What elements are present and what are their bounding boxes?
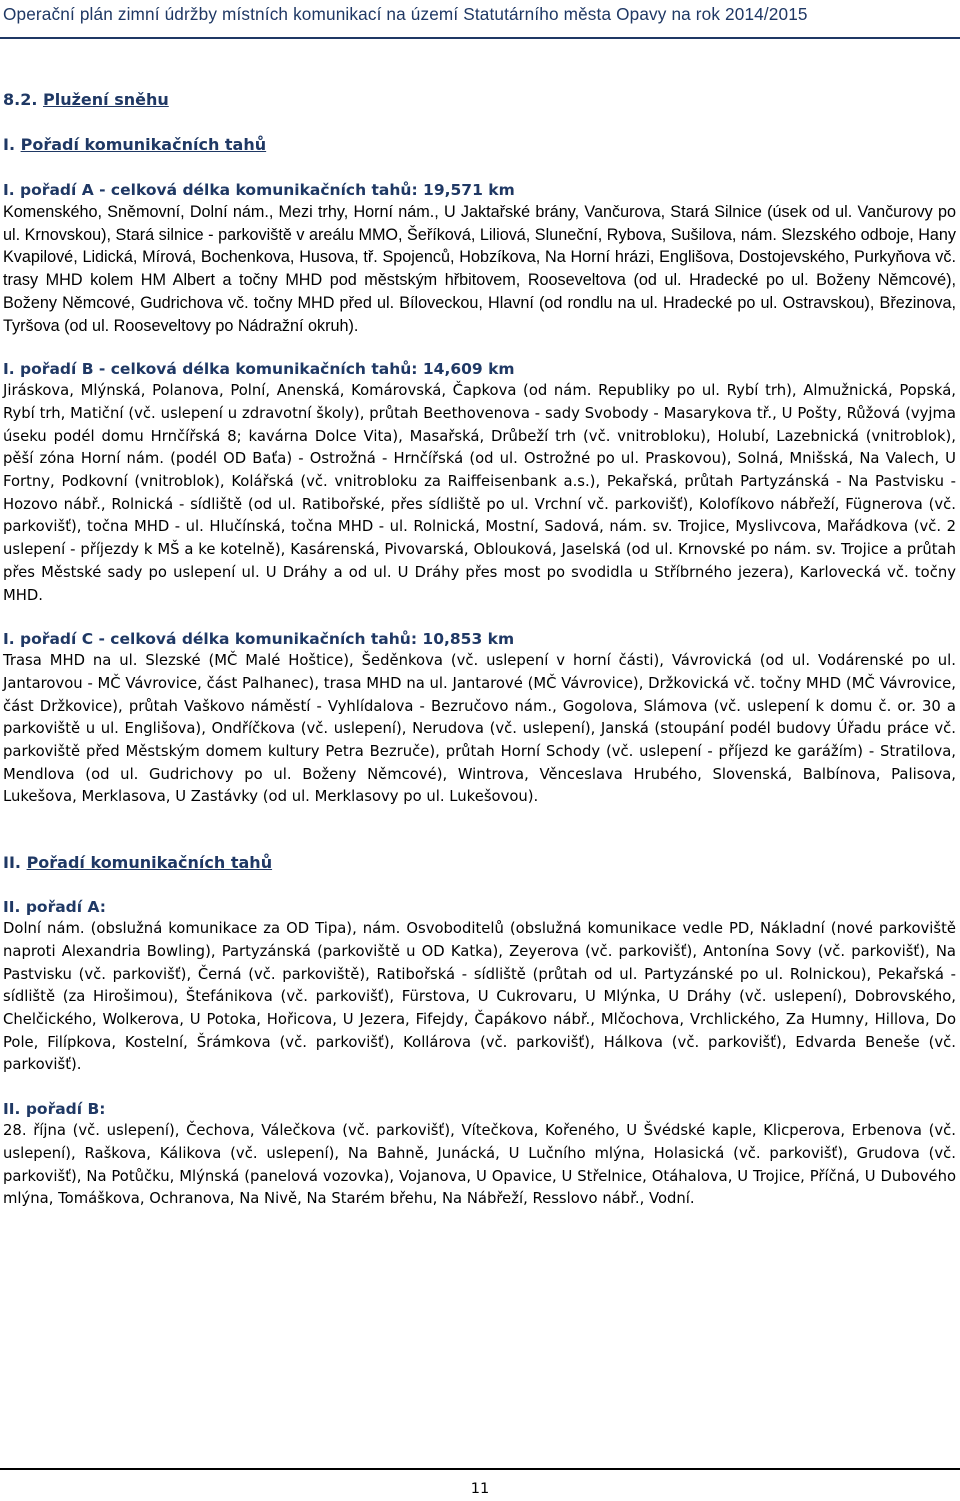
order-heading: I. pořadí A - celková délka komunikačních tahů: 19,571 km	[3, 181, 515, 199]
section-heading	[3, 88, 956, 112]
part-1-heading	[3, 133, 956, 157]
part-1-roman: I.	[3, 135, 16, 154]
part-2-title: Pořadí komunikačních tahů	[26, 853, 273, 873]
page-header	[0, 0, 960, 42]
order-heading: I. pořadí B - celková délka komunikačních tahů: 14,609 km	[3, 360, 515, 379]
order-heading: II. pořadí A:	[3, 898, 106, 917]
part-2-roman: II.	[3, 853, 21, 873]
header-divider	[0, 37, 960, 39]
order-text: Jiráskova, Mlýnská, Polanova, Polní, Anenská, Komárovská, Čapkova (od nám. Republiky po ul. Rybí trh), Almužnická, Popská, Rybí trh, Matiční (vč. uslepení u zdravotní školy), průtah Beethovenova - sady Svobody - Masarykova tř., U Pošty, Růžová (vyjma úseku podél domu Hrnčířská 8; kavárna Dolce Vita), Masařská, Drůbeží trh (vč. vnitrobloku), Holubí, Lazebnická (vnitroblok), pěší zóna Horní nám. (podél OD Baťa) - Ostrožná - Hrnčířská (od ul. Ostrožné po ul. Praskovou), Solná, Mnišská, Na Valech, U Fortny, Podkovní (vnitroblok), Kolářská (vč. vnitrobloku za Raiffeisenbank a.s.), Pekařská, průtah Partyzánská - Na Pastvisku - Hozovo nábř., Rolnická - sídliště (od ul. Ratibořské, přes sídliště po ul. Vrchní vč. parkovišť), Kolofíkovo nábřeží, Fügnerova (vč. parkovišť), točna MHD - ul. Hlučínská, točna MHD - ul. Rolnická, Mostní, Sadová, nám. sv. Trojice, Myslivcova, Mařádkova (vč. 2 uslepení - příjezdy k MŠ a ke kotelně), Kasárenská, Pivovarská, Oblouková, Jaselská (od ul. Krnovské po nám. sv. Trojice a průtah přes Městské sady po uslepení ul. U Dráhy a od ul. U Dráhy přes most po svodidla u Stříbrného jezera), Karlovecká vč. točny MHD.	[3, 382, 956, 604]
order-text: 28. října (vč. uslepení), Čechova, Válečkova (vč. parkovišť), Vítečkova, Kořeného, U Švédské kaple, Klicperova, Erbenova (vč. uslepení), Raškova, Kálikova (vč. uslepení), Na Bahně, Junácká, U Lučního mlýna, Holasická (vč. parkovišť), Grudova (vč. parkovišť), Na Potůčku, Mlýnská (panelová vozovka), Vojanova, U Opavice, U Střelnice, Otáhalova, U Trojice, Příčná, U Dubového mlýna, Tomáškova, Ochranova, Na Nivě, Na Starém břehu, Na Nábřeží, Resslovo nábř., Vodní.	[3, 1122, 956, 1208]
document-body	[0, 88, 960, 1211]
order-heading: II. pořadí B:	[3, 1100, 106, 1119]
page-footer	[0, 1468, 960, 1501]
footer-divider	[0, 1468, 960, 1470]
part-1-title: Pořadí komunikačních tahů	[20, 135, 267, 154]
page-number: 11	[470, 1481, 490, 1497]
section-number: 8.2.	[3, 90, 38, 109]
section-title: Plužení sněhu	[43, 90, 169, 109]
order-block	[3, 1098, 956, 1211]
order-block	[3, 358, 956, 607]
order-block	[3, 179, 956, 337]
order-text: Dolní nám. (obslužná komunikace za OD Tipa), nám. Osvoboditelů (obslužná komunikace vedle PD, Nákladní (nové parkoviště naproti Alexandria Bowling), Partyzánská (parkoviště u OD Katka), Zeyerova (vč. parkovišť), Antonína Sovy (vč. parkovišť), Na Pastvisku (vč. parkovišť), Černá (vč. parkoviště), Ratibořská - sídliště (průtah od ul. Partyzánské po ul. Rolnickou), Pekařská - sídliště (za Hirošimou), Štefánikova (vč. parkovišť), Fürstova, U Cukrovaru, U Mlýnka, U Dráhy (vč. uslepení), Dobrovského, Chelčického, Wolkerova, U Potoka, Hořicova, U Jezera, Fifejdy, Čapákovo nábř., Mlčochova, Vrchlického, Za Humny, Hillova, Do Pole, Filípkova, Kostelní, Šrámkova (vč. parkovišť), Kollárova (vč. parkovišť), Hálkova (vč. parkovišť), Edvarda Beneše (vč. parkovišť).	[3, 920, 956, 1074]
document-title: Operační plán zimní údržby místních komunikací na území Statutárního města Opavy na rok 2014/2015	[3, 4, 808, 24]
order-block	[3, 628, 956, 809]
order-text: Komenského, Sněmovní, Dolní nám., Mezi trhy, Horní nám., U Jaktařské brány, Vančurova, Stará Silnice (úsek od ul. Vančurovy po ul. Krnovskou), Stará silnice - parkoviště v areálu MMO, Šeříková, Liliová, Sluneční, Rybova, Sušilova, nám. Slezského odboje, Hany Kvapilové, Lidická, Mírová, Bochenkova, Husova, tř. Spojenců, Hobzíkova, Na Horní hrázi, Englišova, Dostojevského, Purkyňova vč. trasy MHD kolem HM Albert a točny MHD pod městským hřbitovem, Rooseveltova (od ul. Hradecké po ul. Boženy Němcové), Boženy Němcové, Gudrichova vč. točny MHD před ul. Bílovеckou, Hlavní (od rondlu na ul. Hradecké po ul. Ostravskou), Březinova, Tyršova (od ul. Rooseveltovy po Nádražní okruh).	[3, 203, 956, 335]
order-text: Trasa MHD na ul. Slezské (MČ Malé Hoštice), Šeděnkova (vč. uslepení v horní části), Vávrovická (od ul. Vodárenské po ul. Jantarovou - MČ Vávrovice, část Palhanec), trasa MHD na ul. Jantarové (MČ Vávrovice), Držkovická vč. točny MHD (MČ Vávrovice, část Držkovice), průtah Vaškovo náměstí - Vyhlídalova - Bezručovo nám., Gogolova, Slámova (vč. uslepení k domu č. or. 30 a parkoviště u ul. Englišova), Ondříčkova (vč. uslepení), Nerudova (vč. uslepení), Janská (stoupání podél budovy Úřadu práce vč. parkoviště před Městským domem kultury Petra Bezruče), průtah Horní Schody (vč. uslepení - příjezd ke garážím) - Stratilova, Mendlova (od ul. Gudrichovy po ul. Boženy Němcové), Wintrova, Věnceslava Hrubého, Slovenská, Balbínova, Palisova, Lukešova, Merklasova, U Zastávky (od ul. Merklasovy po ul. Lukešovou).	[3, 652, 956, 806]
order-heading: I. pořadí C - celková délka komunikačních tahů: 10,853 km	[3, 630, 515, 649]
part-2-heading	[3, 851, 956, 875]
order-block	[3, 896, 956, 1077]
